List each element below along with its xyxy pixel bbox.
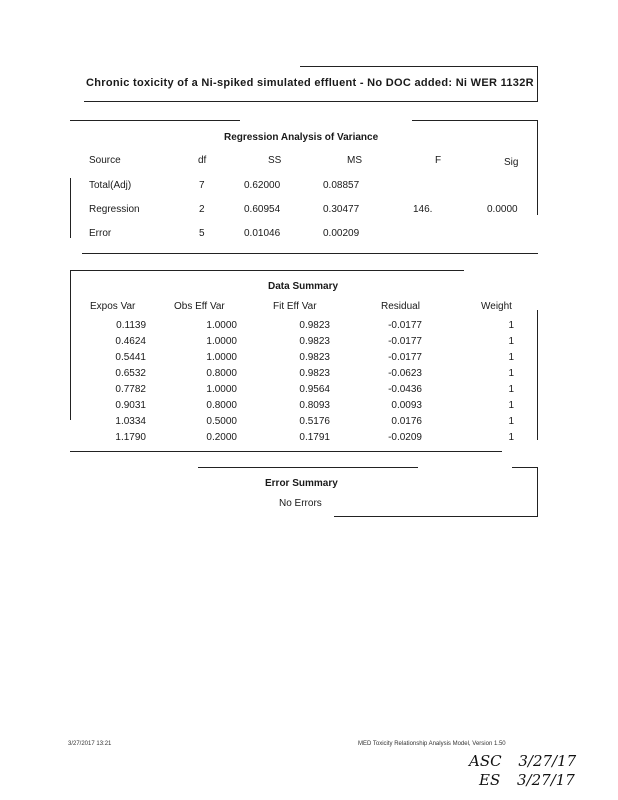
ds-cell: -0.0209 [388, 432, 422, 443]
ds-cell: -0.0177 [388, 352, 422, 363]
signature-date: 3/27/17 [517, 771, 575, 789]
data-summary-right-border [537, 310, 538, 440]
regression-right-border [537, 120, 538, 215]
ds-cell: 0.2000 [206, 432, 237, 443]
ds-cell: -0.0436 [388, 384, 422, 395]
ds-cell: 1.0000 [206, 352, 237, 363]
ds-cell: 0.1139 [116, 320, 146, 331]
ds-cell: 1.0000 [206, 320, 237, 331]
signature-initials: ASC [469, 752, 502, 770]
ds-cell: 0.8000 [206, 368, 237, 379]
reg-row-df: 5 [199, 228, 205, 239]
ds-cell: 1.0000 [206, 336, 237, 347]
reg-row-ms: 0.08857 [323, 180, 360, 191]
ds-cell: 0.9823 [299, 336, 330, 347]
ds-col-residual: Residual [381, 301, 420, 312]
reg-row-ss: 0.62000 [244, 180, 281, 191]
ds-cell: -0.0623 [388, 368, 422, 379]
error-summary-top-border [198, 467, 418, 468]
signature-date: 3/27/17 [518, 752, 577, 770]
report-title: Chronic toxicity of a Ni-spiked simulated effluent - No DOC added: Ni WER 1132R [86, 77, 534, 89]
title-box-bottom-border [84, 101, 538, 102]
ds-cell: 0.5176 [299, 416, 330, 427]
ds-cell: 0.0176 [391, 416, 422, 427]
ds-cell: 0.9031 [115, 400, 146, 411]
ds-cell: 0.9823 [299, 320, 330, 331]
ds-col-obs-eff-var: Obs Eff Var [174, 301, 225, 312]
ds-cell: 0.6532 [115, 368, 146, 379]
title-box-right-border [537, 66, 538, 102]
ds-cell: -0.0177 [388, 336, 422, 347]
ds-cell: 0.9823 [299, 368, 330, 379]
ds-cell: 0.0093 [391, 400, 422, 411]
ds-cell: 1 [508, 432, 514, 443]
ds-cell: 0.9564 [299, 384, 330, 395]
reg-row-source: Regression [89, 204, 140, 215]
reg-col-ss: SS [268, 155, 282, 166]
reg-row-f: 146. [413, 204, 433, 215]
reg-row-source: Total(Adj) [89, 180, 132, 191]
error-summary-heading: Error Summary [265, 478, 338, 489]
ds-cell: 0.5000 [206, 416, 237, 427]
regression-bottom-border [82, 253, 538, 254]
ds-cell: 1 [508, 416, 514, 427]
reg-row-source: Error [89, 228, 112, 239]
reg-row-df: 2 [199, 204, 205, 215]
ds-cell: 0.9823 [299, 352, 330, 363]
ds-cell: 1 [508, 384, 514, 395]
ds-cell: 0.1791 [299, 432, 330, 443]
error-summary-bottom-border [334, 516, 538, 517]
ds-col-fit-eff-var: Fit Eff Var [273, 301, 317, 312]
error-summary-text: No Errors [279, 498, 322, 509]
ds-cell: 0.7782 [115, 384, 146, 395]
ds-cell: 1.0334 [115, 416, 146, 427]
error-summary-right-border [537, 467, 538, 517]
ds-cell: 0.4624 [115, 336, 146, 347]
regression-heading: Regression Analysis of Variance [224, 132, 379, 143]
ds-cell: 1 [508, 336, 514, 347]
reg-row-df: 7 [199, 180, 205, 191]
ds-cell: 1 [508, 352, 514, 363]
footer-software: MED Toxicity Relationship Analysis Model, Version 1.50 [358, 741, 506, 747]
error-summary-top-border-right [512, 467, 538, 468]
data-summary-left-border [70, 270, 71, 420]
data-summary-heading: Data Summary [268, 281, 339, 292]
title-box-top-border [300, 66, 538, 67]
reg-row-sig: 0.0000 [487, 204, 518, 215]
signature-2 [479, 771, 575, 789]
reg-row-ss: 0.60954 [244, 204, 281, 215]
ds-cell: 0.8093 [299, 400, 330, 411]
reg-col-ms: MS [347, 155, 362, 166]
data-summary-bottom-border [70, 451, 502, 452]
reg-col-sig: Sig [504, 157, 519, 168]
regression-left-border [70, 178, 71, 238]
ds-cell: 0.5441 [115, 352, 146, 363]
ds-cell: 1 [508, 368, 514, 379]
reg-row-ms: 0.30477 [323, 204, 360, 215]
reg-col-source: Source [89, 155, 121, 166]
footer-date: 3/27/2017 13:21 [68, 741, 112, 747]
data-summary-top-border [70, 270, 464, 271]
reg-row-ms: 0.00209 [323, 228, 360, 239]
ds-cell: -0.0177 [388, 320, 422, 331]
ds-cell: 0.8000 [206, 400, 237, 411]
ds-cell: 1 [508, 400, 514, 411]
reg-row-ss: 0.01046 [244, 228, 281, 239]
ds-col-weight: Weight [481, 301, 512, 312]
signature-1 [469, 752, 576, 770]
reg-col-df: df [198, 155, 207, 166]
regression-top-border-right [412, 120, 538, 121]
signature-initials: ES [479, 771, 501, 789]
ds-cell: 1.0000 [206, 384, 237, 395]
ds-cell: 1 [508, 320, 514, 331]
ds-cell: 1.1790 [115, 432, 146, 443]
ds-col-expos-var: Expos Var [90, 301, 136, 312]
reg-col-f: F [435, 155, 442, 166]
regression-top-border [70, 120, 240, 121]
